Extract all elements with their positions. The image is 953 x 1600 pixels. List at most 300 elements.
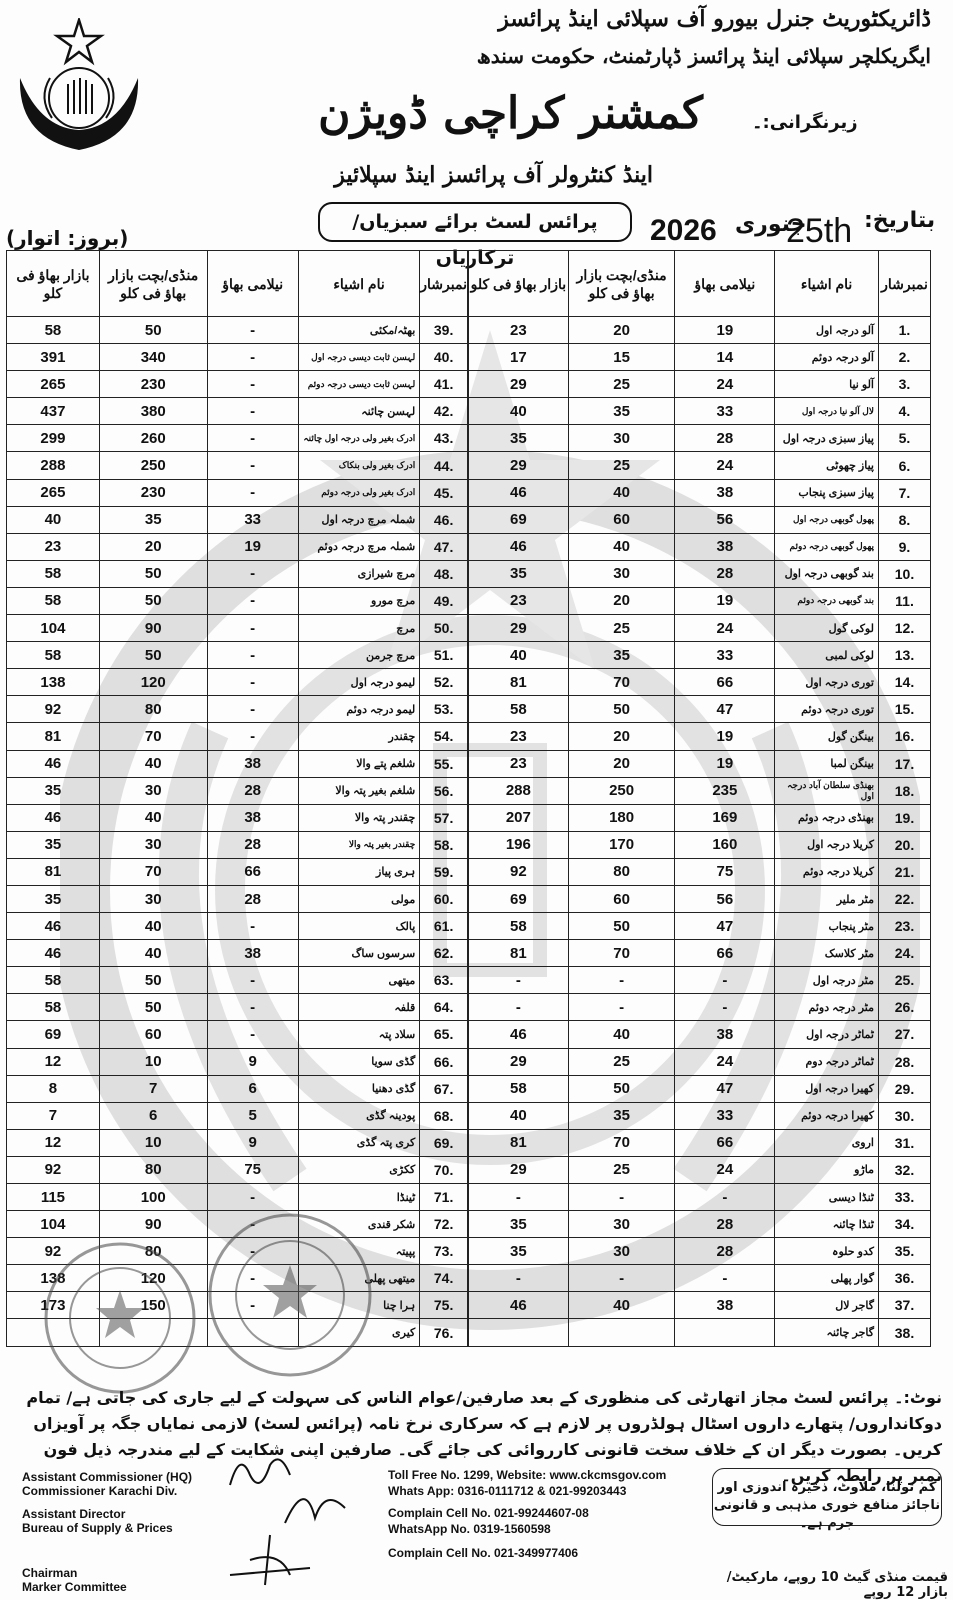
cell-wholesale: 35 [568,642,675,669]
cell-auction: - [207,1021,298,1048]
cell-sr: 10. [878,560,930,587]
cell-auction: - [207,1265,298,1292]
cell-auction: 28 [207,885,298,912]
table-row [7,696,468,723]
cell-auction: - [207,344,298,371]
cell-sr: 59. [420,858,468,885]
cell-auction: 33 [675,642,775,669]
cell-auction: 47 [675,696,775,723]
table-row [469,669,931,696]
cell-wholesale: 70 [568,1129,675,1156]
cell-item: لیمو درجہ دوئم [298,696,419,723]
cell-sr: 43. [420,425,468,452]
cell-retail: 29 [469,1048,569,1075]
table-row [7,1129,468,1156]
bureau-supply-stamp-icon [205,1210,375,1380]
table-row [469,398,931,425]
cell-sr: 2. [878,344,930,371]
cell-auction: - [207,642,298,669]
cell-auction: 56 [675,506,775,533]
complain-cell-2: Complain Cell No. 021-349977406 [388,1546,579,1560]
header-wholesale: منڈی/بچت بازار بھاؤ فی کلو [99,251,207,317]
cell-wholesale [568,1319,675,1346]
cell-item: توری درجہ اول [775,669,879,696]
cell-sr: 74. [420,1265,468,1292]
cell-item: پھول گوبھی درجہ اول [775,506,879,533]
table-row [469,940,931,967]
table-row [469,452,931,479]
cell-wholesale: 90 [99,1211,207,1238]
cell-sr: 72. [420,1211,468,1238]
cell-wholesale: 20 [568,317,675,344]
cell-retail: 265 [7,371,100,398]
cell-auction: - [207,913,298,940]
cell-item: چقندر [298,723,419,750]
cell-item: پیاز سبزی پنجاب [775,479,879,506]
cell-item: ٹماٹر درجہ اول [775,1021,879,1048]
cell-auction: - [207,479,298,506]
cell-wholesale: - [568,994,675,1021]
cell-item: پیاز چھوٹی [775,452,879,479]
header-sr: نمبرشار [878,251,930,317]
cell-wholesale: 30 [99,777,207,804]
cell-wholesale: 50 [99,317,207,344]
cell-wholesale: 50 [99,994,207,1021]
cell-sr: 70. [420,1156,468,1183]
cell-item: قلفہ [298,994,419,1021]
cell-retail [469,1319,569,1346]
table-row [7,669,468,696]
cell-sr: 64. [420,994,468,1021]
cell-wholesale: 50 [99,967,207,994]
cell-wholesale: 50 [99,560,207,587]
cell-sr: 23. [878,913,930,940]
cell-wholesale: 20 [568,723,675,750]
table-row [7,804,468,831]
cell-item: مٹر پنجاب [775,913,879,940]
cell-retail: 46 [469,533,569,560]
cell-sr: 31. [878,1129,930,1156]
cell-auction: 235 [675,777,775,804]
note-text: نوٹ:۔ پرائس لسٹ مجاز اتھارٹی کی منظوری کے بعد صارفین/عوام الناس کی سہولت کے لیے جاری کی جاتی ہے/ تمام دوکانداروں/ پتھارے داروں اسٹال ہولڈروں پر لازم ہے کہ سرکاری نرخ نامہ (پرائس لسٹ) لازمی نمایاں جگہ پر آویزاں کریں۔ بصورت دیگر ان کے خلاف سخت قانونی کارروائی کی جائے گی۔ صارفین اپنی شکایت کے لیے مندرجہ ذیل فون نمبر پر رابطہ کریں۔ [26,1388,942,1485]
cell-item: میتھی پھلی [298,1265,419,1292]
cell-item: مٹر درجہ اول [775,967,879,994]
table-row [7,615,468,642]
header-item: نام اشیاء [298,251,419,317]
cell-wholesale: 70 [99,723,207,750]
cell-item: بھنڈی سلطان آباد درجہ اول [775,777,879,804]
cell-sr: 62. [420,940,468,967]
complain-cell-1: Complain Cell No. 021-99244607-08 [388,1506,589,1520]
header-retail: بازار بھاؤ فی کلو [469,251,569,317]
cell-auction: - [207,1292,298,1319]
table-row [469,1048,931,1075]
table-row [469,1238,931,1265]
cell-auction: 28 [207,831,298,858]
cell-auction: 19 [675,750,775,777]
cell-wholesale: 10 [99,1048,207,1075]
cell-auction: 5 [207,1102,298,1129]
cell-auction: 38 [207,940,298,967]
cell-sr: 57. [420,804,468,831]
cell-sr: 17. [878,750,930,777]
cell-retail: 92 [469,858,569,885]
cell-sr: 19. [878,804,930,831]
cell-sr: 11. [878,587,930,614]
cell-wholesale: 25 [568,452,675,479]
cell-sr: 21. [878,858,930,885]
cell-retail: 173 [7,1292,100,1319]
cell-auction: - [675,1184,775,1211]
table-row [469,560,931,587]
cell-sr: 15. [878,696,930,723]
cell-sr: 46. [420,506,468,533]
cell-item: ادرک بغیر ولی درجہ دوئم [298,479,419,506]
table-row [469,1102,931,1129]
cell-item: مرچ [298,615,419,642]
cell-wholesale: 120 [99,1265,207,1292]
cell-retail: 58 [7,642,100,669]
cell-item: ٹنڈا چائنہ [775,1211,879,1238]
cell-auction: - [207,560,298,587]
cell-auction: 33 [675,1102,775,1129]
cell-auction: - [207,1238,298,1265]
cell-auction: 47 [675,913,775,940]
price-table-left [6,250,468,1347]
cell-item: گاجر چائنہ [775,1319,879,1346]
cell-item: اروی [775,1129,879,1156]
cell-wholesale: 340 [99,344,207,371]
cell-retail: 196 [469,831,569,858]
table-row [469,1075,931,1102]
header-auction: نیلامی بھاؤ [675,251,775,317]
cell-item: بند گوبھی درجہ دوئم [775,587,879,614]
cell-item: مولی [298,885,419,912]
cell-item: کریلا درجہ دوئم [775,858,879,885]
signatory-ad: Assistant Director Bureau of Supply & Prices [22,1507,173,1535]
table-row [7,858,468,885]
cell-sr: 61. [420,913,468,940]
cell-item: سلاد پتہ [298,1021,419,1048]
cell-sr: 8. [878,506,930,533]
cell-wholesale: 60 [568,506,675,533]
cell-auction: - [207,587,298,614]
cell-retail: 81 [7,858,100,885]
cell-auction: 169 [675,804,775,831]
signatory-chairman: Chairman Marker Committee [22,1566,127,1594]
table-row [7,967,468,994]
cell-auction: 38 [675,1292,775,1319]
cell-retail: - [469,994,569,1021]
cell-retail: 23 [469,750,569,777]
cell-retail: 46 [469,1292,569,1319]
cell-item: ماڑو [775,1156,879,1183]
cell-item: ہری پیاز [298,858,419,885]
cell-sr: 63. [420,967,468,994]
table-row [7,1048,468,1075]
table-row [469,858,931,885]
cell-sr: 32. [878,1156,930,1183]
cell-sr: 75. [420,1292,468,1319]
cell-wholesale: 30 [568,1211,675,1238]
cell-auction: 24 [675,1048,775,1075]
cell-item: بینگن گول [775,723,879,750]
price-list-label: پرائس لسٹ برائے سبزیاں/ ترکاریاں [318,202,632,242]
cell-item: بینگن لمبا [775,750,879,777]
table-row [7,940,468,967]
cell-sr: 4. [878,398,930,425]
cell-item: پھول گوبھی درجہ دوئم [775,533,879,560]
cell-item: پالک [298,913,419,940]
cell-retail: 23 [469,587,569,614]
table-row [7,479,468,506]
cell-wholesale: 80 [99,1238,207,1265]
table-row [7,317,468,344]
cell-retail: 40 [469,1102,569,1129]
table-row [469,425,931,452]
cell-retail: 7 [7,1102,100,1129]
cell-item: مرچ مورو [298,587,419,614]
cell-auction: 160 [675,831,775,858]
date-day: 25th [786,212,853,250]
cell-wholesale: 20 [568,587,675,614]
cell-sr: 18. [878,777,930,804]
cell-wholesale: 80 [99,1156,207,1183]
cell-item: لال آلو نیا درجہ اول [775,398,879,425]
assistant-commissioner-stamp-icon [40,1238,200,1398]
cell-item: کری پتہ گڈی [298,1129,419,1156]
table-row [469,1292,931,1319]
cell-auction: - [207,398,298,425]
cell-sr: 49. [420,587,468,614]
cell-sr: 47. [420,533,468,560]
cell-wholesale: 40 [99,940,207,967]
cell-wholesale: 20 [99,533,207,560]
cell-item: بھٹہ/مکئی [298,317,419,344]
cell-item: شلغم پتے والا [298,750,419,777]
cell-retail: 81 [469,1129,569,1156]
cell-wholesale: 70 [568,669,675,696]
cell-auction: 28 [675,425,775,452]
cell-sr: 1. [878,317,930,344]
cell-wholesale: 20 [568,750,675,777]
table-row [7,371,468,398]
cell-auction: 66 [675,669,775,696]
table-row [7,723,468,750]
cell-auction: - [207,1211,298,1238]
cell-auction: - [207,1184,298,1211]
cell-retail: 104 [7,1211,100,1238]
cell-sr: 36. [878,1265,930,1292]
cell-wholesale: 35 [99,506,207,533]
table-row [469,696,931,723]
cell-sr: 44. [420,452,468,479]
cell-wholesale: 380 [99,398,207,425]
cell-sr: 22. [878,885,930,912]
cell-wholesale: - [568,1184,675,1211]
table-row [469,804,931,831]
cell-retail: 58 [7,994,100,1021]
cell-retail: 58 [7,967,100,994]
cell-wholesale: 170 [568,831,675,858]
cell-retail: 92 [7,1238,100,1265]
table-row [469,750,931,777]
cell-retail: 35 [469,1211,569,1238]
table-row [7,994,468,1021]
cell-retail: 46 [469,479,569,506]
table-row [7,777,468,804]
cell-auction: 24 [675,452,775,479]
cell-retail: 35 [469,1238,569,1265]
cell-retail: 46 [7,750,100,777]
cell-auction: 19 [675,587,775,614]
cell-wholesale: 70 [568,940,675,967]
cell-auction: 38 [675,1021,775,1048]
cell-retail: - [469,1184,569,1211]
cell-item: گڈی دھنیا [298,1075,419,1102]
cell-wholesale: 40 [568,533,675,560]
cell-retail: 115 [7,1184,100,1211]
cell-auction: 24 [675,1156,775,1183]
cell-sr: 7. [878,479,930,506]
table-row [7,533,468,560]
cell-wholesale: 120 [99,669,207,696]
cell-item: لہسن چائنہ [298,398,419,425]
cell-retail: 69 [469,506,569,533]
cell-auction: - [207,615,298,642]
cell-sr: 25. [878,967,930,994]
cell-sr: 53. [420,696,468,723]
cell-retail: 40 [469,398,569,425]
cell-retail: 288 [469,777,569,804]
cell-auction: - [207,317,298,344]
cell-retail: 35 [7,777,100,804]
cell-retail: 35 [469,560,569,587]
cell-wholesale: 50 [568,696,675,723]
whatsapp-info-2: WhatsApp No. 0319-1560598 [388,1522,551,1536]
header-sr: نمبرشار [420,251,468,317]
cell-wholesale: 30 [99,885,207,912]
cell-wholesale: 70 [99,858,207,885]
cell-wholesale: 30 [99,831,207,858]
cell-retail: 69 [7,1021,100,1048]
cell-retail: 299 [7,425,100,452]
cell-auction: - [207,371,298,398]
cell-sr: 73. [420,1238,468,1265]
cell-sr: 58. [420,831,468,858]
cell-wholesale: 30 [568,560,675,587]
cell-item: سرسوں ساگ [298,940,419,967]
cell-wholesale: 100 [99,1184,207,1211]
cell-wholesale: 10 [99,1129,207,1156]
cell-auction: 28 [675,1211,775,1238]
cell-wholesale: 50 [99,587,207,614]
cell-item: گاجر لال [775,1292,879,1319]
table-row [469,913,931,940]
header-wholesale: منڈی/بچت بازار بھاؤ فی کلو [568,251,675,317]
cell-sr: 12. [878,615,930,642]
cell-retail: 104 [7,615,100,642]
table-row [469,1211,931,1238]
date-label: بتاریخ: [864,208,936,233]
cell-item: آلو نیا [775,371,879,398]
cell-item: پودینہ گڈی [298,1102,419,1129]
cell-wholesale: 180 [568,804,675,831]
cell-sr: 60. [420,885,468,912]
cell-item: میتھی [298,967,419,994]
cell-wholesale: 7 [99,1075,207,1102]
cell-wholesale: 25 [568,1156,675,1183]
cell-retail: 58 [469,913,569,940]
table-row [469,1265,931,1292]
cell-retail: 29 [469,615,569,642]
supervision-label: زیرنگرانی:۔ [752,112,858,133]
cell-retail: 437 [7,398,100,425]
cell-item: ہرا چنا [298,1292,419,1319]
department-title: ایگریکلچر سپلائی اینڈ پرائسز ڈپارٹمنٹ، حکومت سندھ [476,44,931,68]
cell-item: کھیرا درجہ اول [775,1075,879,1102]
header-auction: نیلامی بھاؤ [207,251,298,317]
cell-retail: 138 [7,1265,100,1292]
cell-wholesale: - [568,967,675,994]
cell-retail: 81 [7,723,100,750]
cell-auction: - [675,1265,775,1292]
cell-auction: - [675,967,775,994]
cell-item: لوکی گول [775,615,879,642]
table-row [7,642,468,669]
cell-sr: 3. [878,371,930,398]
cell-sr: 68. [420,1102,468,1129]
cell-auction: 33 [207,506,298,533]
cell-retail: 29 [469,1156,569,1183]
table-row [7,1021,468,1048]
cell-sr: 76. [420,1319,468,1346]
cell-item: لہسن ثابت دیسی درجہ اول [298,344,419,371]
cell-item: آلو درجہ اول [775,317,879,344]
table-row [469,533,931,560]
signature-3-icon [220,1530,320,1590]
table-row [469,1129,931,1156]
date-year: 2026 [650,214,717,247]
cell-wholesale: 50 [99,642,207,669]
cell-sr: 33. [878,1184,930,1211]
cell-sr: 20. [878,831,930,858]
cell-wholesale: 40 [99,804,207,831]
cell-sr: 29. [878,1075,930,1102]
table-row [469,994,931,1021]
whatsapp-info: Whats App: 0316-0111712 & 021-99203443 [388,1484,627,1498]
cell-sr: 69. [420,1129,468,1156]
cell-sr: 66. [420,1048,468,1075]
cell-retail: 46 [7,804,100,831]
cell-auction: 9 [207,1048,298,1075]
cell-wholesale: 80 [99,696,207,723]
cell-auction: 38 [207,750,298,777]
cell-wholesale: 35 [568,398,675,425]
sindh-government-logo-icon [8,18,150,158]
cell-wholesale: 250 [568,777,675,804]
cell-item: کریلا درجہ اول [775,831,879,858]
cell-wholesale: 60 [568,885,675,912]
cell-auction [675,1319,775,1346]
cell-sr: 6. [878,452,930,479]
cell-item: گوار پھلی [775,1265,879,1292]
cell-auction: 38 [675,479,775,506]
cell-item: مٹر ملیر [775,885,879,912]
cell-sr: 9. [878,533,930,560]
cell-sr: 5. [878,425,930,452]
cell-wholesale: - [568,1265,675,1292]
